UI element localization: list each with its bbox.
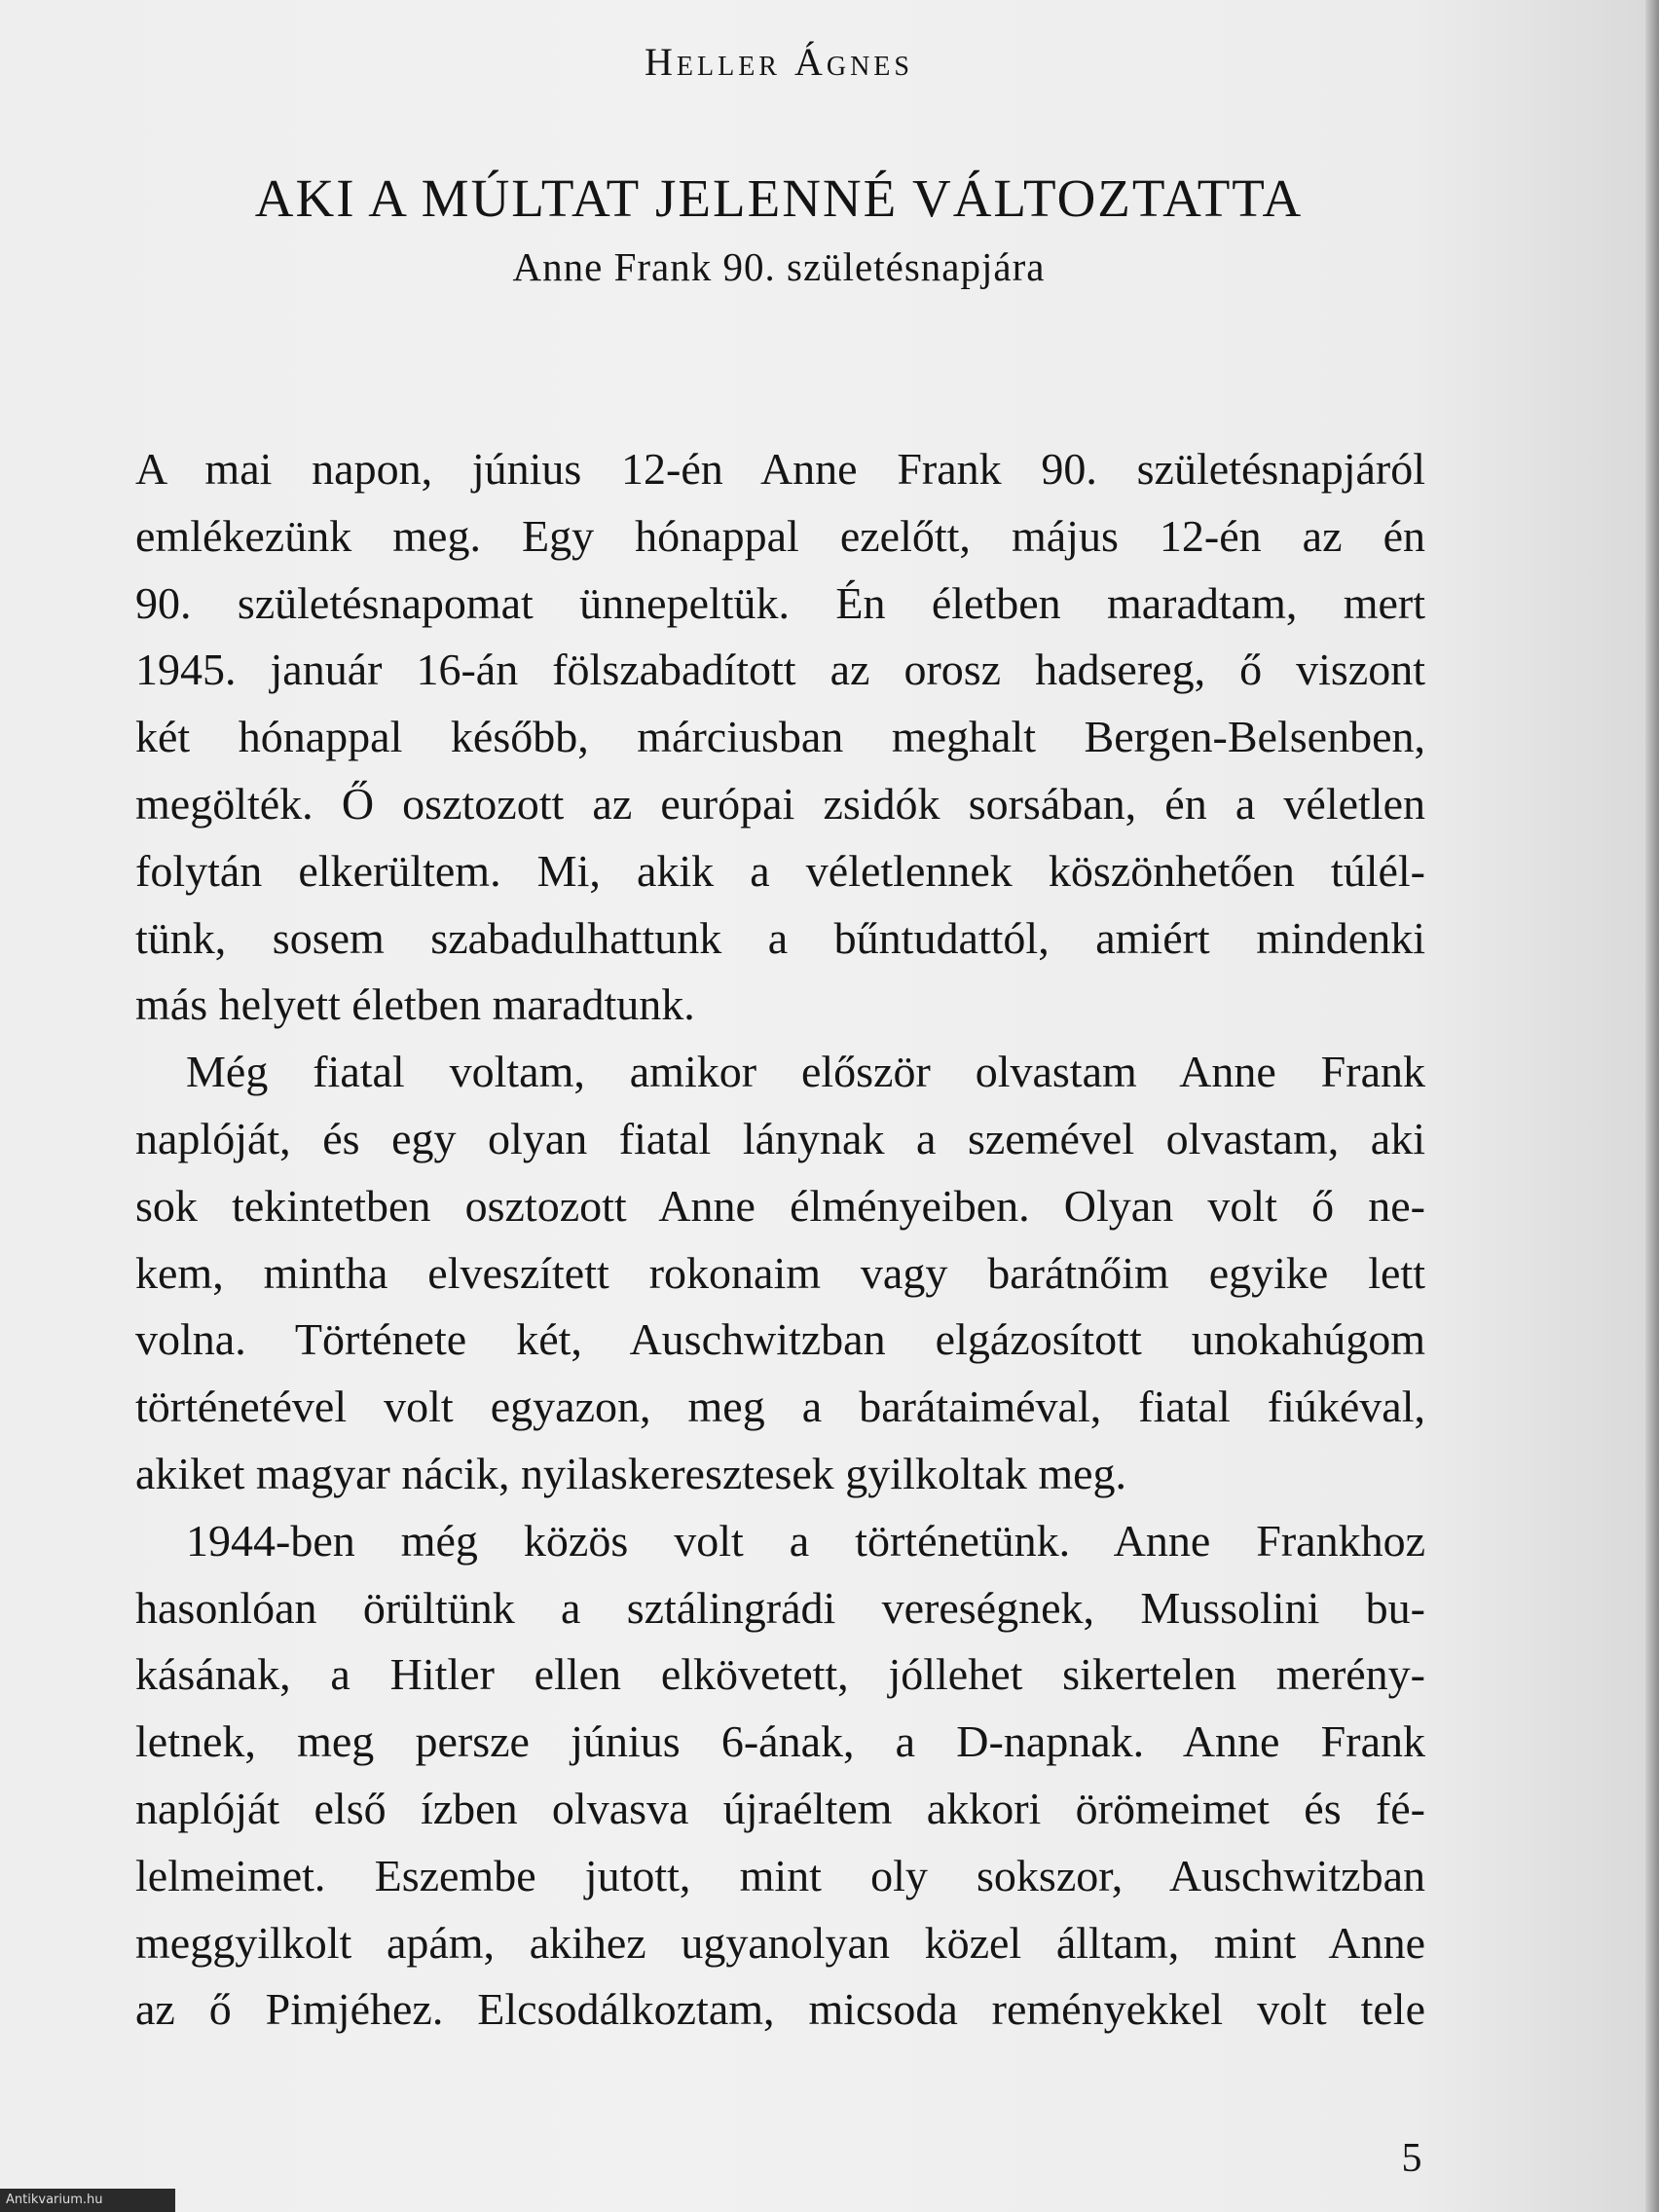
paragraph-3 xyxy=(135,1508,1425,2044)
text-line: volna. Története két, Auschwitzban elgázosított unokahúgom xyxy=(135,1314,1425,1365)
article-body xyxy=(135,436,1425,2044)
text-line: hasonlóan örültünk a sztálingrádi vereségnek, Mussolini bu- xyxy=(135,1582,1425,1633)
text-line: Még fiatal voltam, amikor először olvastam Anne Frank xyxy=(186,1047,1425,1097)
page-edge-shadow xyxy=(1645,0,1659,2212)
paragraph-1 xyxy=(135,436,1425,1039)
text-line: más helyett életben maradtunk. xyxy=(135,979,695,1030)
text-line: két hónappal később, márciusban meghalt Bergen-Belsenben, xyxy=(135,712,1425,762)
text-line: sok tekintetben osztozott Anne élményeiben. Olyan volt ő ne- xyxy=(135,1180,1425,1231)
text-line: kásának, a Hitler ellen elkövetett, jóllehet sikertelen merény- xyxy=(135,1649,1425,1700)
page-number: 5 xyxy=(1401,2136,1422,2181)
text-line: lelmeimet. Eszembe jutott, mint oly sokszor, Auschwitzban xyxy=(135,1850,1425,1900)
text-line: letnek, meg persze június 6-ának, a D-napnak. Anne Frank xyxy=(135,1716,1425,1767)
text-line: kem, mintha elveszített rokonaim vagy barátnőim egyike lett xyxy=(135,1247,1425,1298)
watermark: Antikvarium.hu xyxy=(0,2189,175,2212)
paragraph-2 xyxy=(135,1039,1425,1508)
article-title: AKI A MÚLTAT JELENNÉ VÁLTOZTATTA xyxy=(254,168,1304,228)
text-line: emlékezünk meg. Egy hónappal ezelőtt, május 12-én az én xyxy=(135,510,1425,561)
text-line: naplóját, és egy olyan fiatal lánynak a szemével olvastam, aki xyxy=(135,1113,1425,1163)
text-line: 1944-ben még közös volt a történetünk. Anne Frankhoz xyxy=(186,1515,1425,1566)
text-line: folytán elkerültem. Mi, akik a véletlennek köszönhetően túlél- xyxy=(135,845,1425,896)
text-line: megölték. Ő osztozott az európai zsidók sorsában, én a véletlen xyxy=(135,778,1425,829)
text-line: tünk, sosem szabadulhattunk a bűntudattól, amiért mindenki xyxy=(135,912,1425,963)
author-name: Heller Ágnes xyxy=(645,40,913,84)
text-line: 90. születésnapomat ünnepeltük. Én életben maradtam, mert xyxy=(135,577,1425,628)
text-line: 1945. január 16-án fölszabadított az orosz hadsereg, ő viszont xyxy=(135,645,1425,695)
text-line: A mai napon, június 12-én Anne Frank 90. születésnapjáról xyxy=(135,444,1425,494)
text-line: az ő Pimjéhez. Elcsodálkoztam, micsoda reményekkel volt tele xyxy=(135,1984,1425,2035)
text-line: akiket magyar nácik, nyilaskeresztesek gyilkoltak meg. xyxy=(135,1448,1127,1498)
article-subtitle: Anne Frank 90. születésnapjára xyxy=(512,244,1046,289)
text-line: történetével volt egyazon, meg a barátaiméval, fiatal fiúkéval, xyxy=(135,1382,1425,1432)
text-line: naplóját első ízben olvasva újraéltem akkori örömeimet és fé- xyxy=(135,1783,1425,1833)
text-line: meggyilkolt apám, akihez ugyanolyan közel álltam, mint Anne xyxy=(135,1917,1425,1968)
